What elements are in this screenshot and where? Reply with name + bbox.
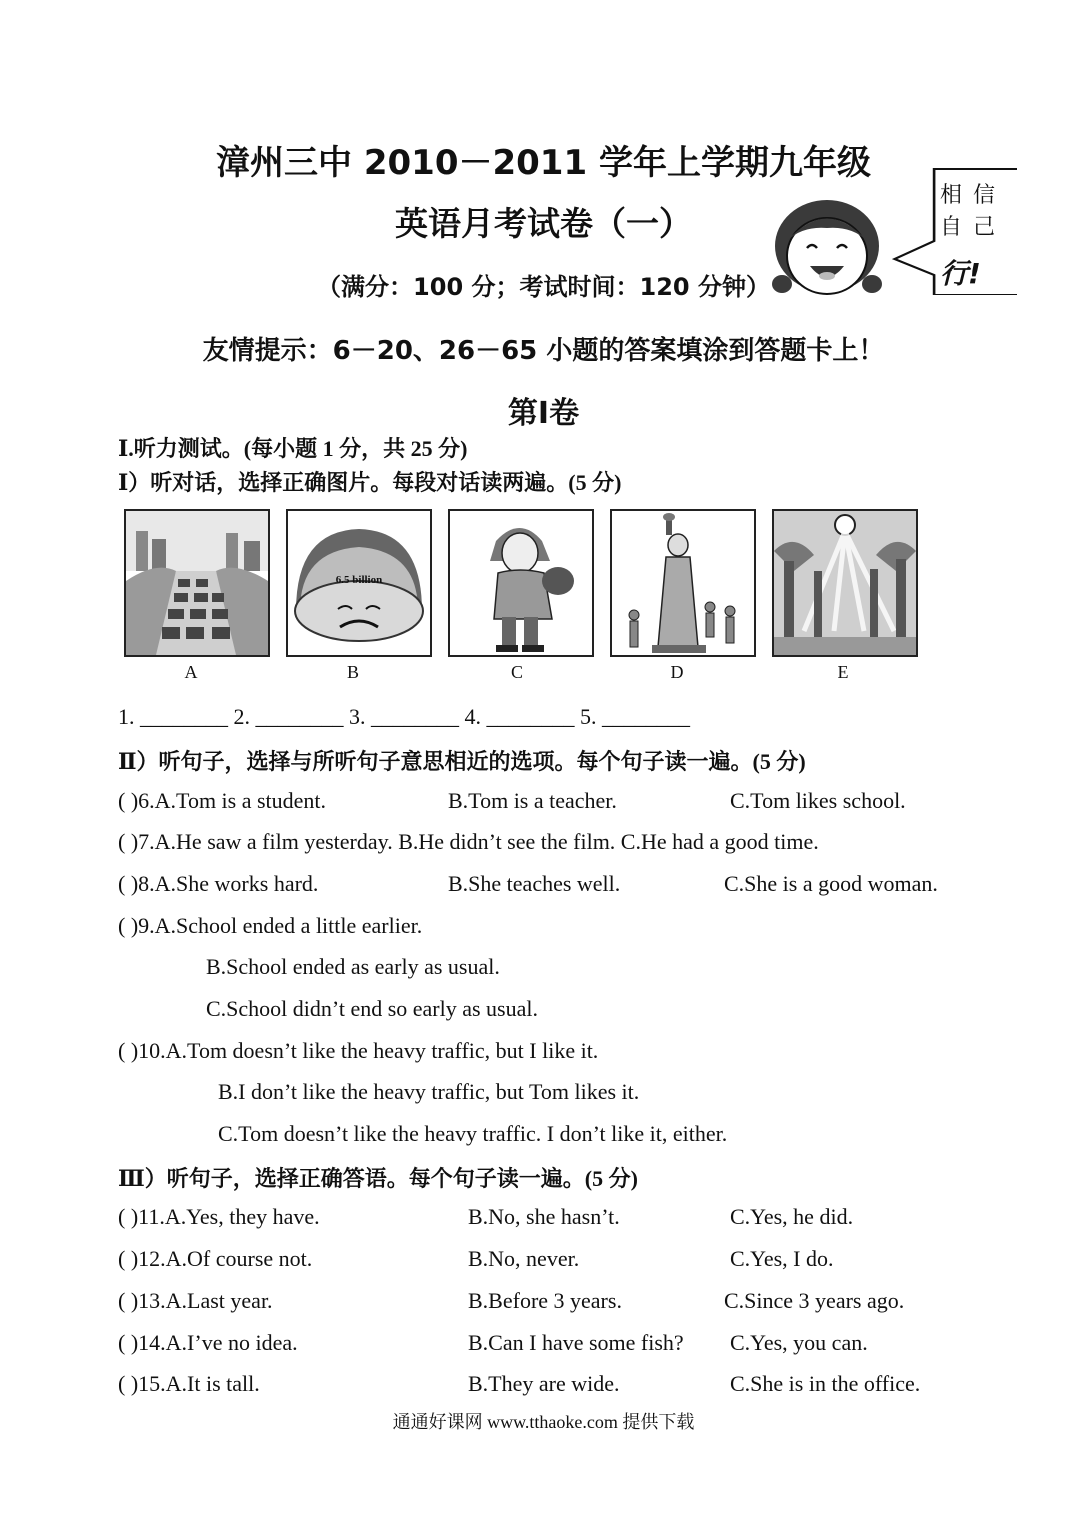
exam-subtitle: 英语月考试卷（一） bbox=[395, 204, 692, 243]
picture-label-c: C bbox=[510, 662, 523, 682]
cartoon-girl-icon bbox=[772, 196, 882, 300]
picture-label-e: E bbox=[837, 662, 849, 682]
question-6-option-b: B.Tom is a teacher. bbox=[448, 788, 617, 813]
footer-source: 通通好课网 www.tthaoke.com 提供下载 bbox=[392, 1412, 695, 1432]
answer-blanks: 1. ________ 2. ________ 3. ________ 4. ________ 5. ________ bbox=[118, 704, 690, 729]
question-11: ( )11.A.Yes, they have. bbox=[118, 1204, 320, 1229]
picture-a bbox=[124, 509, 270, 657]
old-woman-icon bbox=[450, 511, 592, 655]
question-13: ( )13.A.Last year. bbox=[118, 1288, 273, 1313]
question-11-option-b: B.No, she hasn’t. bbox=[468, 1204, 620, 1229]
question-8: ( )8.A.She works hard. bbox=[118, 871, 319, 896]
question-6: ( )6.A.Tom is a student. bbox=[118, 788, 327, 813]
question-12: ( )12.A.Of course not. bbox=[118, 1246, 313, 1271]
picture-e bbox=[772, 509, 918, 657]
question-6-option-c: C.Tom likes school. bbox=[730, 788, 906, 813]
question-8-option-c: C.She is a good woman. bbox=[724, 871, 938, 896]
picture-b bbox=[286, 509, 432, 657]
bubble-line-2: 自 己 bbox=[940, 215, 997, 240]
picture-label-a: A bbox=[184, 662, 198, 682]
question-12-option-b: B.No, never. bbox=[468, 1246, 580, 1271]
picture-label-d: D bbox=[670, 662, 684, 682]
question-9-option-c: C.School didn’t end so early as usual. bbox=[206, 996, 538, 1021]
traffic-jam-icon bbox=[126, 511, 268, 655]
question-13-option-b: B.Before 3 years. bbox=[468, 1288, 622, 1313]
question-10: ( )10.A.Tom doesn’t like the heavy traffic, but I like it. bbox=[118, 1038, 599, 1063]
question-8-option-b: B.She teaches well. bbox=[448, 871, 621, 896]
question-15-option-c: C.She is in the office. bbox=[730, 1371, 921, 1396]
part-3-heading: Ⅲ）听句子，选择正确答语。每个句子读一遍。(5 分) bbox=[118, 1166, 638, 1191]
question-7: ( )7.A.He saw a film yesterday. B.He didn’t see the film. C.He had a good time. bbox=[118, 829, 819, 854]
question-10-option-b: B.I don’t like the heavy traffic, but Tom likes it. bbox=[218, 1079, 640, 1104]
question-14-option-b: B.Can I have some fish? bbox=[468, 1330, 684, 1355]
bubble-line-1: 相 信 bbox=[940, 183, 997, 208]
volume-title: 第Ⅰ卷 bbox=[507, 396, 580, 431]
forest-sun-icon bbox=[774, 511, 916, 655]
section-1-heading: Ⅰ.听力测试。(每小题 1 分，共 25 分) bbox=[118, 436, 468, 461]
svg-text:6.5 billion: 6.5 billion bbox=[335, 574, 383, 586]
exam-meta: （满分：100 分；考试时间：120 分钟） bbox=[317, 273, 770, 301]
question-12-option-c: C.Yes, I do. bbox=[730, 1246, 834, 1271]
question-10-option-c: C.Tom doesn’t like the heavy traffic. I don’t like it, either. bbox=[218, 1121, 728, 1146]
question-14-option-c: C.Yes, you can. bbox=[730, 1330, 868, 1355]
picture-label-b: B bbox=[346, 662, 359, 682]
question-11-option-c: C.Yes, he did. bbox=[730, 1204, 854, 1229]
question-9-option-b: B.School ended as early as usual. bbox=[206, 954, 500, 979]
exam-title: 漳州三中 2010－2011 学年上学期九年级 bbox=[216, 143, 871, 183]
question-15-option-b: B.They are wide. bbox=[468, 1371, 620, 1396]
statue-of-liberty-icon bbox=[612, 511, 754, 655]
crowded-earth-icon bbox=[288, 511, 430, 655]
question-14: ( )14.A.I’ve no idea. bbox=[118, 1330, 298, 1355]
friendly-tip: 友情提示：6－20、26－65 小题的答案填涂到答题卡上！ bbox=[202, 336, 885, 366]
bubble-line-3: 行! bbox=[940, 257, 981, 290]
question-15: ( )15.A.It is tall. bbox=[118, 1371, 260, 1396]
picture-d bbox=[610, 509, 756, 657]
picture-c bbox=[448, 509, 594, 657]
part-1-heading: Ⅰ）听对话，选择正确图片。每段对话读两遍。(5 分) bbox=[118, 470, 622, 495]
question-13-option-c: C.Since 3 years ago. bbox=[724, 1288, 905, 1313]
part-2-heading: Ⅱ）听句子，选择与所听句子意思相近的选项。每个句子读一遍。(5 分) bbox=[118, 749, 806, 774]
question-9: ( )9.A.School ended a little earlier. bbox=[118, 913, 423, 938]
